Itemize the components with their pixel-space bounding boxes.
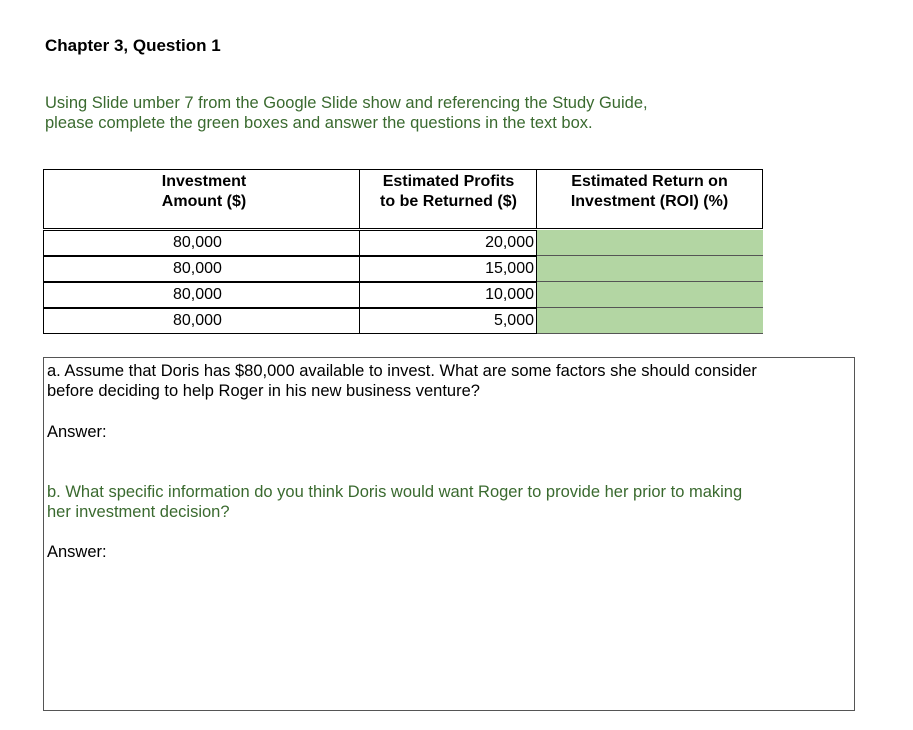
investment-cell: 80,000 xyxy=(43,256,360,282)
investment-cell: 80,000 xyxy=(43,308,360,334)
header-investment-line-2: Amount ($) xyxy=(161,193,247,210)
roi-input-cell[interactable] xyxy=(537,256,763,282)
profit-cell: 5,000 xyxy=(359,308,537,334)
table-row xyxy=(43,230,763,256)
header-profits-line-2: to be Returned ($) xyxy=(380,193,517,210)
instructions-line-2: please complete the green boxes and answer the questions in the text box. xyxy=(45,114,593,132)
question-b xyxy=(47,482,847,522)
page-title: Chapter 3, Question 1 xyxy=(45,36,221,55)
question-a-line-1: a. Assume that Doris has $80,000 available to invest. What are some factors she should consider xyxy=(47,362,757,380)
header-investment-amount xyxy=(43,169,360,229)
question-b-line-2: her investment decision? xyxy=(47,503,230,521)
header-estimated-roi xyxy=(536,169,763,229)
roi-table xyxy=(43,169,763,335)
answer-b-label[interactable]: Answer: xyxy=(47,543,107,561)
profit-cell: 10,000 xyxy=(359,282,537,308)
instructions xyxy=(45,93,765,133)
header-estimated-profits xyxy=(359,169,537,229)
table-row xyxy=(43,282,763,308)
header-profits-line-1: Estimated Profits xyxy=(382,173,515,190)
profit-cell: 20,000 xyxy=(359,230,537,256)
answer-text-box[interactable] xyxy=(43,357,855,711)
header-roi-line-2: Investment (ROI) (%) xyxy=(570,193,729,210)
table-row xyxy=(43,308,763,334)
question-a-line-2: before deciding to help Roger in his new business venture? xyxy=(47,382,480,400)
investment-cell: 80,000 xyxy=(43,230,360,256)
table-row xyxy=(43,256,763,282)
instructions-line-1: Using Slide umber 7 from the Google Slide show and referencing the Study Guide, xyxy=(45,94,648,112)
question-b-line-1: b. What specific information do you think Doris would want Roger to provide her prior to making xyxy=(47,483,743,501)
header-roi-line-1: Estimated Return on xyxy=(571,173,728,190)
roi-input-cell[interactable] xyxy=(537,230,763,256)
question-a xyxy=(47,361,847,401)
header-investment-line-1: Investment xyxy=(161,173,247,190)
roi-input-cell[interactable] xyxy=(537,282,763,308)
profit-cell: 15,000 xyxy=(359,256,537,282)
answer-a-label[interactable]: Answer: xyxy=(47,423,107,441)
roi-input-cell[interactable] xyxy=(537,308,763,334)
investment-cell: 80,000 xyxy=(43,282,360,308)
